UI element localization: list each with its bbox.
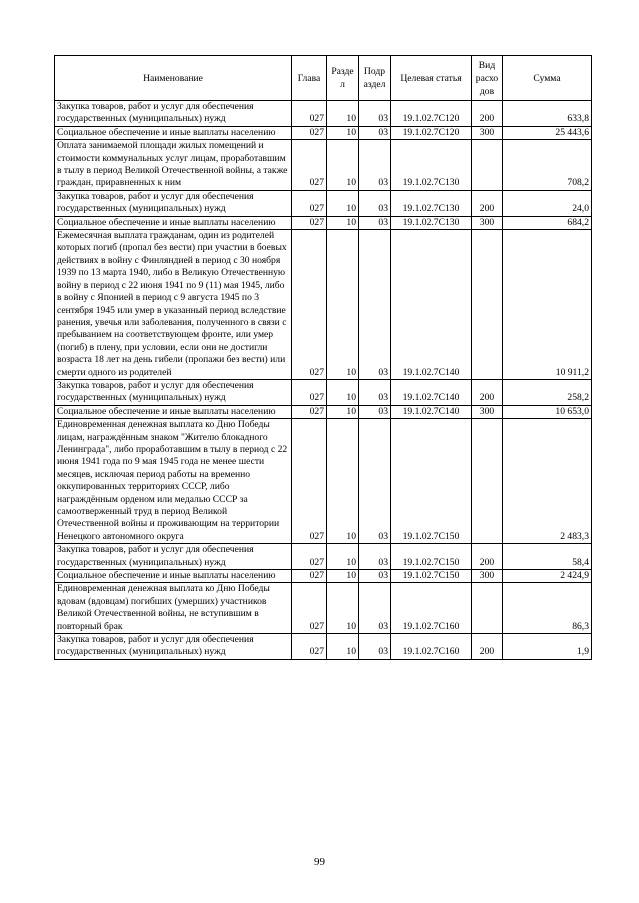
cell-chapter: 027 bbox=[292, 101, 327, 127]
cell-target: 19.1.02.7С130 bbox=[391, 190, 472, 216]
table-row bbox=[55, 140, 592, 191]
cell-name: Закупка товаров, работ и услуг для обеспечения государственных (муниципальных) нужд bbox=[55, 634, 292, 660]
cell-section: 10 bbox=[327, 101, 359, 127]
cell-name: Социальное обеспечение и иные выплаты населению bbox=[55, 405, 292, 418]
cell-expense-type: 200 bbox=[472, 634, 503, 660]
cell-chapter: 027 bbox=[292, 190, 327, 216]
cell-expense-type: 300 bbox=[472, 126, 503, 139]
cell-name: Социальное обеспечение и иные выплаты населению bbox=[55, 126, 292, 139]
cell-chapter: 027 bbox=[292, 570, 327, 583]
table-body bbox=[55, 101, 592, 660]
cell-section: 10 bbox=[327, 190, 359, 216]
header-name: Наименование bbox=[55, 56, 292, 101]
table-row bbox=[55, 583, 592, 634]
table-row bbox=[55, 544, 592, 570]
cell-sum: 10 653,0 bbox=[503, 405, 592, 418]
cell-name: Закупка товаров, работ и услуг для обеспечения государственных (муниципальных) нужд bbox=[55, 379, 292, 405]
cell-sum: 258,2 bbox=[503, 379, 592, 405]
cell-name: Единовременная денежная выплата ко Дню Победы вдовам (вдовцам) погибших (умерших) участников Великой Отечественной войны, не вступившим в повторный брак bbox=[55, 583, 292, 634]
cell-sum: 2 483,3 bbox=[503, 419, 592, 544]
cell-subsection: 03 bbox=[359, 570, 391, 583]
header-target: Целевая статья bbox=[391, 56, 472, 101]
cell-section: 10 bbox=[327, 216, 359, 229]
cell-sum: 684,2 bbox=[503, 216, 592, 229]
cell-subsection: 03 bbox=[359, 405, 391, 418]
cell-target: 19.1.02.7С140 bbox=[391, 230, 472, 380]
cell-expense-type: 300 bbox=[472, 405, 503, 418]
cell-sum: 25 443,6 bbox=[503, 126, 592, 139]
cell-chapter: 027 bbox=[292, 634, 327, 660]
cell-name: Ежемесячная выплата гражданам, один из родителей которых погиб (пропал без вести) при участии в боевых действиях в войну с Финляндией в период с 30 ноября 1939 по 13 марта 1940, либо в Великую Отечественную войну в период с 22 июня 1941 по 9 (11) мая 1945, либо в войну с Японией в период с 9 августа 1945 по 3 сентября 1945 или умер в указанный период вследствие ранения, увечья или заболевания, полученного в связи с пребыванием на соответствующем фронте, или умер (погиб) в плену, при условии, если они не достигли возраста 18 лет на день гибели (пропажи без вести) или смерти одного из родителей bbox=[55, 230, 292, 380]
table-row bbox=[55, 570, 592, 583]
cell-section: 10 bbox=[327, 405, 359, 418]
cell-chapter: 027 bbox=[292, 126, 327, 139]
cell-subsection: 03 bbox=[359, 544, 391, 570]
cell-subsection: 03 bbox=[359, 140, 391, 191]
table-header-row bbox=[55, 56, 592, 101]
page-number: 99 bbox=[314, 856, 325, 868]
cell-target: 19.1.02.7С150 bbox=[391, 570, 472, 583]
cell-sum: 10 911,2 bbox=[503, 230, 592, 380]
table-row bbox=[55, 101, 592, 127]
cell-chapter: 027 bbox=[292, 419, 327, 544]
cell-section: 10 bbox=[327, 570, 359, 583]
cell-chapter: 027 bbox=[292, 140, 327, 191]
cell-subsection: 03 bbox=[359, 230, 391, 380]
cell-expense-type bbox=[472, 140, 503, 191]
cell-expense-type: 200 bbox=[472, 379, 503, 405]
table-row bbox=[55, 405, 592, 418]
header-expense-type: Вид расхо дов bbox=[472, 56, 503, 101]
cell-chapter: 027 bbox=[292, 583, 327, 634]
table-row bbox=[55, 379, 592, 405]
cell-section: 10 bbox=[327, 634, 359, 660]
cell-subsection: 03 bbox=[359, 101, 391, 127]
table-row bbox=[55, 126, 592, 139]
cell-subsection: 03 bbox=[359, 379, 391, 405]
cell-target: 19.1.02.7С120 bbox=[391, 101, 472, 127]
table-row bbox=[55, 634, 592, 660]
table-row bbox=[55, 230, 592, 380]
cell-expense-type bbox=[472, 583, 503, 634]
header-sum: Сумма bbox=[503, 56, 592, 101]
cell-section: 10 bbox=[327, 126, 359, 139]
cell-subsection: 03 bbox=[359, 190, 391, 216]
cell-expense-type: 300 bbox=[472, 570, 503, 583]
cell-subsection: 03 bbox=[359, 126, 391, 139]
cell-target: 19.1.02.7С140 bbox=[391, 405, 472, 418]
budget-table bbox=[54, 55, 592, 660]
cell-target: 19.1.02.7С130 bbox=[391, 216, 472, 229]
cell-sum: 1,9 bbox=[503, 634, 592, 660]
cell-section: 10 bbox=[327, 140, 359, 191]
cell-expense-type: 300 bbox=[472, 216, 503, 229]
cell-subsection: 03 bbox=[359, 583, 391, 634]
table-row bbox=[55, 419, 592, 544]
cell-target: 19.1.02.7С160 bbox=[391, 634, 472, 660]
cell-chapter: 027 bbox=[292, 216, 327, 229]
cell-name: Закупка товаров, работ и услуг для обеспечения государственных (муниципальных) нужд bbox=[55, 190, 292, 216]
cell-subsection: 03 bbox=[359, 634, 391, 660]
cell-subsection: 03 bbox=[359, 419, 391, 544]
cell-chapter: 027 bbox=[292, 544, 327, 570]
cell-name: Социальное обеспечение и иные выплаты населению bbox=[55, 216, 292, 229]
header-chapter: Глава bbox=[292, 56, 327, 101]
cell-name: Социальное обеспечение и иные выплаты населению bbox=[55, 570, 292, 583]
table-row bbox=[55, 216, 592, 229]
header-section: Разде л bbox=[327, 56, 359, 101]
cell-name: Закупка товаров, работ и услуг для обеспечения государственных (муниципальных) нужд bbox=[55, 544, 292, 570]
cell-expense-type: 200 bbox=[472, 544, 503, 570]
cell-subsection: 03 bbox=[359, 216, 391, 229]
cell-section: 10 bbox=[327, 230, 359, 380]
cell-expense-type bbox=[472, 419, 503, 544]
cell-section: 10 bbox=[327, 544, 359, 570]
cell-sum: 708,2 bbox=[503, 140, 592, 191]
header-subsection: Подр аздел bbox=[359, 56, 391, 101]
cell-sum: 24,0 bbox=[503, 190, 592, 216]
cell-section: 10 bbox=[327, 379, 359, 405]
cell-target: 19.1.02.7С150 bbox=[391, 544, 472, 570]
cell-section: 10 bbox=[327, 419, 359, 544]
cell-expense-type: 200 bbox=[472, 101, 503, 127]
cell-chapter: 027 bbox=[292, 405, 327, 418]
cell-expense-type bbox=[472, 230, 503, 380]
cell-name: Закупка товаров, работ и услуг для обеспечения государственных (муниципальных) нужд bbox=[55, 101, 292, 127]
cell-name: Оплата занимаемой площади жилых помещений и стоимости коммунальных услуг лицам, проработавшим в тылу в период Великой Отечественной войны, а также граждан, приравненных к ним bbox=[55, 140, 292, 191]
cell-sum: 633,8 bbox=[503, 101, 592, 127]
cell-section: 10 bbox=[327, 583, 359, 634]
cell-sum: 2 424,9 bbox=[503, 570, 592, 583]
cell-chapter: 027 bbox=[292, 230, 327, 380]
cell-target: 19.1.02.7С160 bbox=[391, 583, 472, 634]
cell-target: 19.1.02.7С140 bbox=[391, 379, 472, 405]
cell-sum: 58,4 bbox=[503, 544, 592, 570]
cell-sum: 86,3 bbox=[503, 583, 592, 634]
cell-name: Единовременная денежная выплата ко Дню Победы лицам, награждённым знаком "Жителю блокадного Ленинграда", либо проработавшим в тылу в период с 22 июня 1941 года по 9 мая 1945 года не менее шести месяцев, исключая период работы на временно оккупированных территориях СССР, либо награждённым орденом или медалью СССР за самоотверженный труд в период Великой Отечественной войны и проживающим на территории Ненецкого автономного округа bbox=[55, 419, 292, 544]
cell-target: 19.1.02.7С150 bbox=[391, 419, 472, 544]
cell-target: 19.1.02.7С130 bbox=[391, 140, 472, 191]
cell-expense-type: 200 bbox=[472, 190, 503, 216]
cell-target: 19.1.02.7С120 bbox=[391, 126, 472, 139]
table-row bbox=[55, 190, 592, 216]
cell-chapter: 027 bbox=[292, 379, 327, 405]
